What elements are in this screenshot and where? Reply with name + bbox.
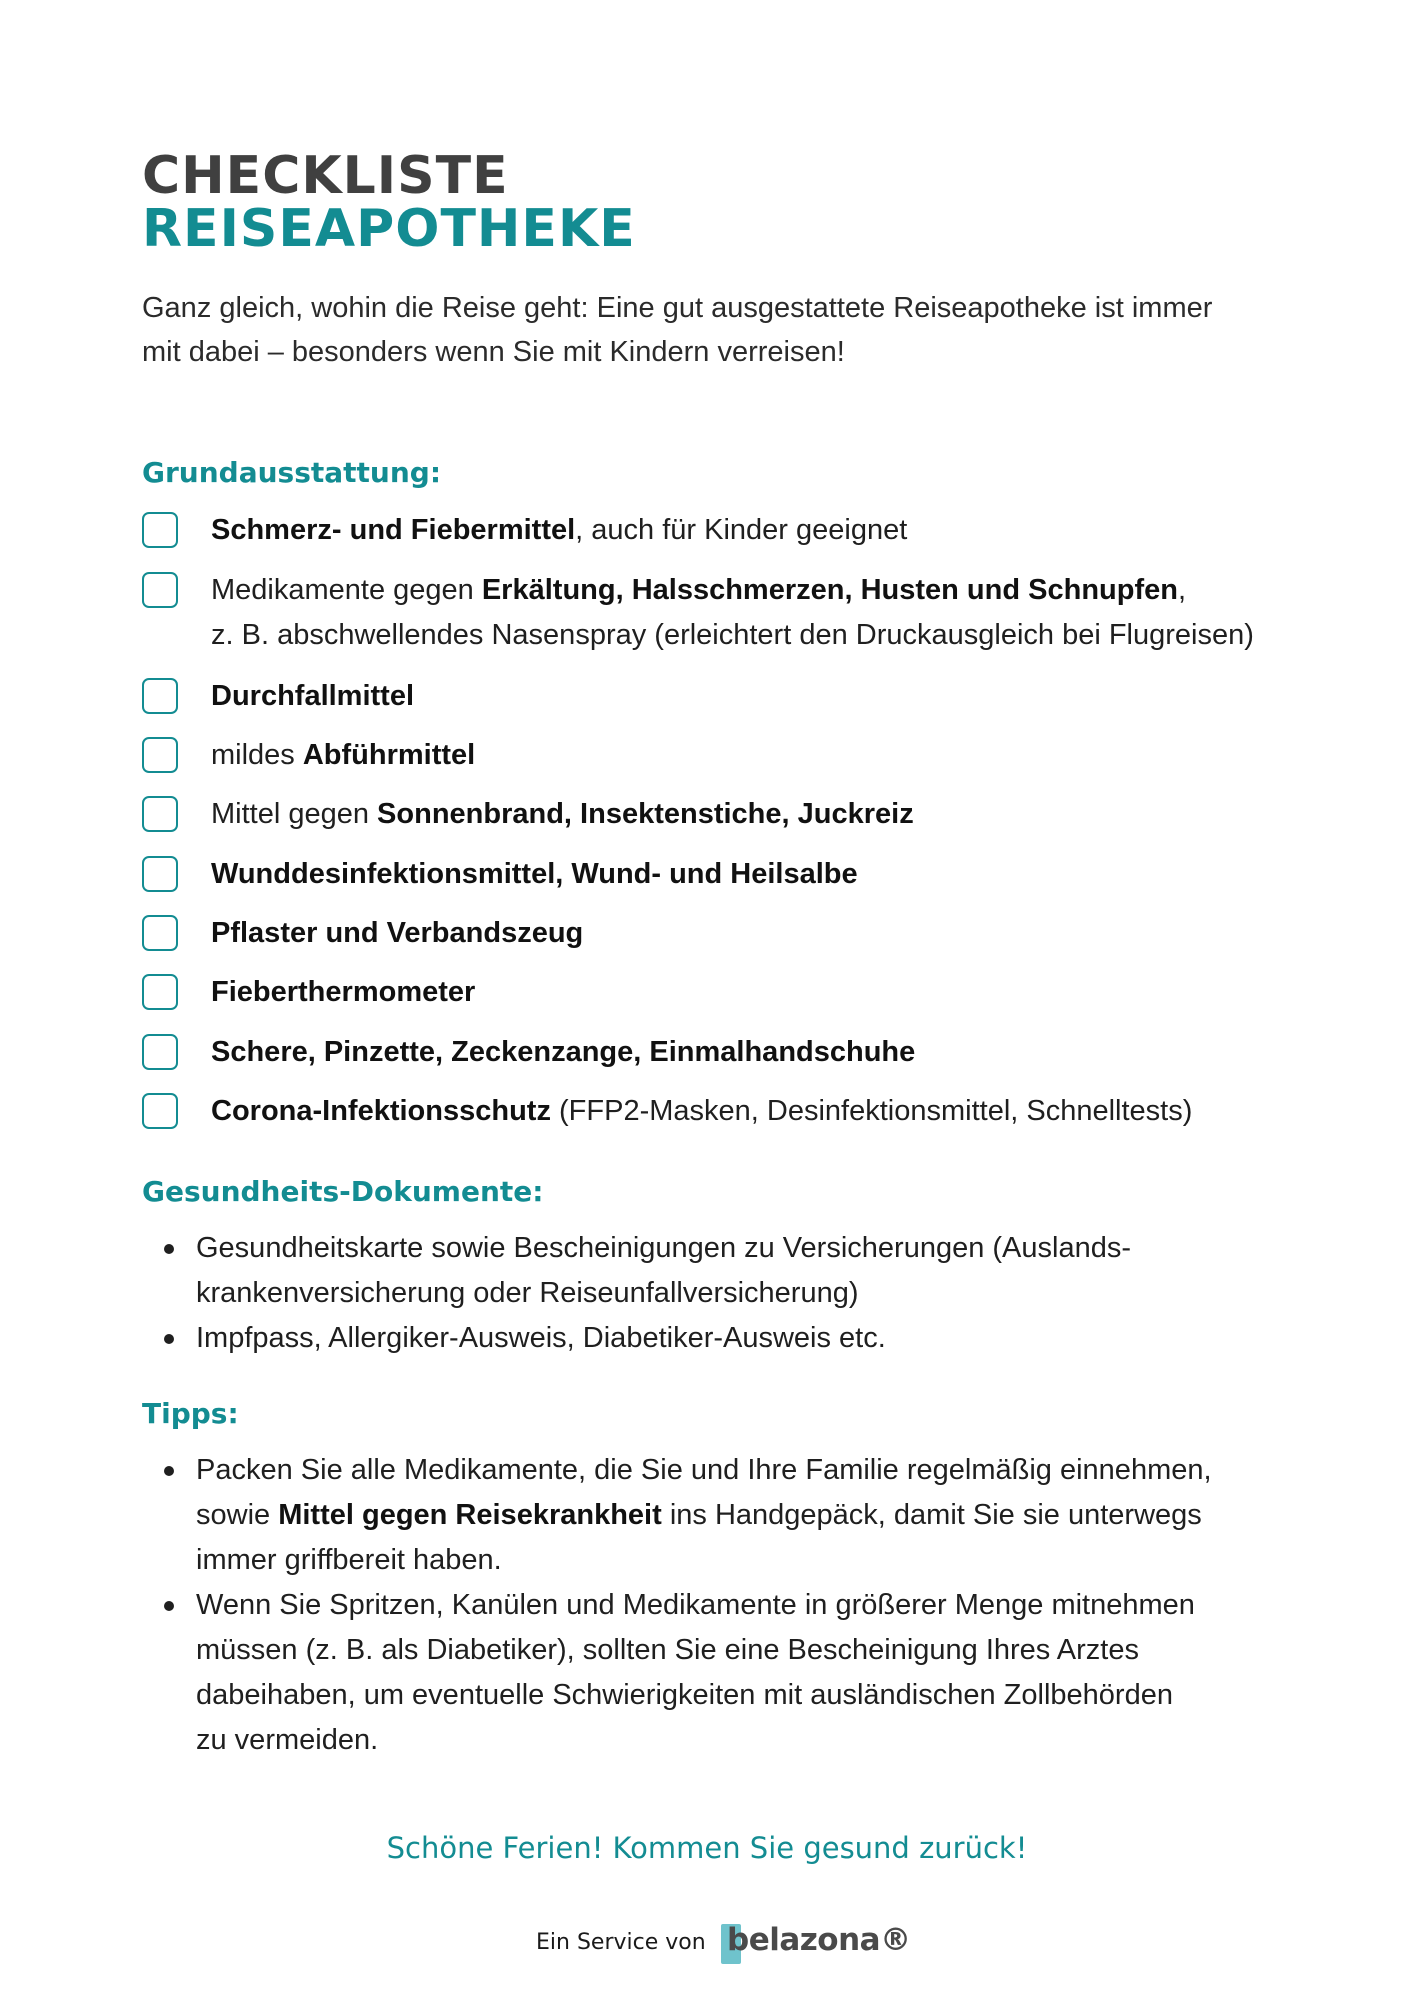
- checklist-item-text: Mittel gegen Sonnenbrand, Insektenstiche, Juckreiz: [211, 798, 914, 830]
- intro-line-2: mit dabei – besonders wenn Sie mit Kindern verreisen!: [142, 336, 845, 368]
- checklist-item-text: Schere, Pinzette, Zeckenzange, Einmalhandschuhe: [211, 1036, 916, 1068]
- bullet-icon: [164, 1601, 174, 1611]
- list-item: Wenn Sie Spritzen, Kanülen und Medikamente in größerer Menge mitnehmen müssen (z. B. als Diabetiker), sollten Sie eine Bescheinigung Ihres Arztes dabeihaben, um eventuelle Schwierigkeiten mit ausländischen Zollbehörden zu vermeiden.: [196, 1583, 1326, 1763]
- logo-wordmark: belazona®: [727, 1922, 911, 1958]
- checklist-item-text: Pflaster und Verbandszeug: [211, 917, 584, 949]
- bullet-icon: [164, 1244, 174, 1254]
- checkbox[interactable]: [142, 1034, 178, 1070]
- list-item: Impfpass, Allergiker-Ausweis, Diabetiker-Ausweis etc.: [196, 1316, 1326, 1361]
- checklist-item-text: mildes Abführmittel: [211, 739, 476, 771]
- intro-line-1: Ganz gleich, wohin die Reise geht: Eine gut ausgestattete Reiseapotheke ist immer: [142, 292, 1213, 324]
- checkbox[interactable]: [142, 678, 178, 714]
- footer: [0, 1920, 1414, 1966]
- checkbox[interactable]: [142, 856, 178, 892]
- checkbox[interactable]: [142, 796, 178, 832]
- checklist-item-text: Corona-Infektionsschutz (FFP2-Masken, Desinfektionsmittel, Schnelltests): [211, 1095, 1193, 1127]
- title-line-1: CHECKLISTE: [142, 146, 509, 206]
- closing-message: Schöne Ferien! Kommen Sie gesund zurück!: [386, 1831, 1028, 1865]
- list-item: Gesundheitskarte sowie Bescheinigungen zu Versicherungen (Auslands- krankenversicherung oder Reiseunfallversicherung): [196, 1226, 1326, 1316]
- checkbox[interactable]: [142, 974, 178, 1010]
- checklist-item-text: Durchfallmittel: [211, 680, 415, 712]
- intro-text: [142, 286, 1342, 374]
- bullet-icon: [164, 1334, 174, 1344]
- bullet-icon: [164, 1466, 174, 1476]
- title-line-2: REISEAPOTHEKE: [142, 199, 636, 259]
- checkbox[interactable]: [142, 512, 178, 548]
- checkbox[interactable]: [142, 915, 178, 951]
- footer-text: Ein Service von: [536, 1930, 706, 1955]
- section-heading-grundausstattung: Grundausstattung:: [142, 456, 442, 489]
- checklist-item-text: Medikamente gegen Erkältung, Halsschmerzen, Husten und Schnupfen, z. B. abschwellendes Nasenspray (erleichtert den Druckausgleich bei Flugreisen): [211, 574, 1254, 651]
- section-heading-dokumente: Gesundheits-Dokumente:: [142, 1175, 544, 1208]
- checkbox[interactable]: [142, 737, 178, 773]
- checklist-item-text: Schmerz- und Fiebermittel, auch für Kinder geeignet: [211, 514, 908, 546]
- checkbox[interactable]: [142, 572, 178, 608]
- section-heading-tipps: Tipps:: [142, 1397, 239, 1430]
- checklist-item-text: Wunddesinfektionsmittel, Wund- und Heilsalbe: [211, 858, 858, 890]
- checklist-item-text: Fieberthermometer: [211, 976, 476, 1008]
- checkbox[interactable]: [142, 1093, 178, 1129]
- list-item: Packen Sie alle Medikamente, die Sie und Ihre Familie regelmäßig einnehmen, sowie Mittel gegen Reisekrankheit ins Handgepäck, damit Sie sie unterwegs immer griffbereit haben.: [196, 1448, 1326, 1583]
